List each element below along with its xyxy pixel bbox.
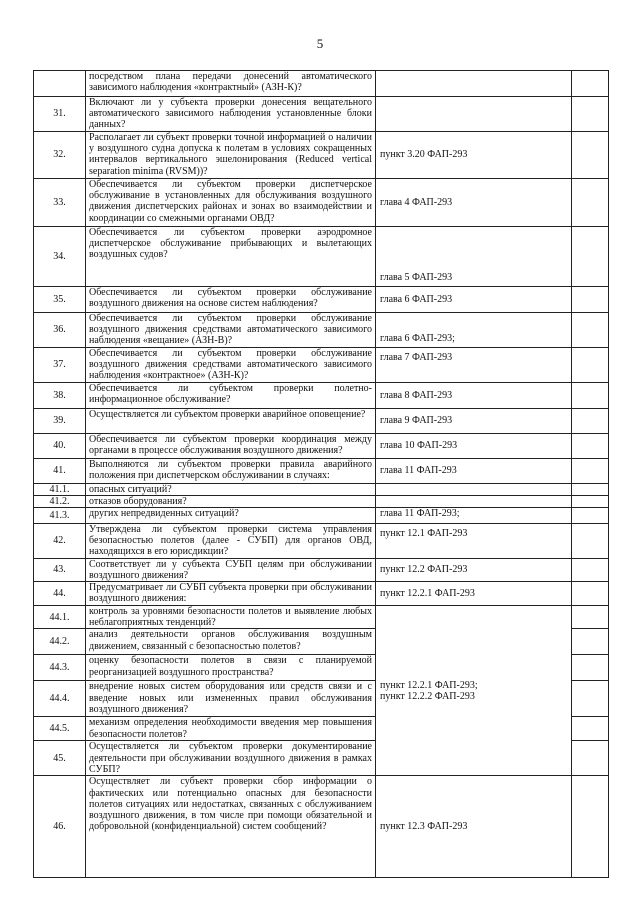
answer-cell bbox=[572, 582, 609, 606]
table-row bbox=[34, 97, 609, 132]
item-number: 36. bbox=[34, 313, 86, 348]
item-reference: пункт 12.3 ФАП-293 bbox=[376, 776, 572, 878]
item-number: 33. bbox=[34, 179, 86, 227]
table-row bbox=[34, 313, 609, 348]
answer-cell bbox=[572, 348, 609, 383]
item-number: 46. bbox=[34, 776, 86, 878]
table-row bbox=[34, 409, 609, 434]
item-question: Обеспечивается ли субъектом проверки диспетчерское обслуживание в установленных для обслуживания воздушного движения диспетчерских районах и зонах во взаимодействии и координации со смежными органами ОВД? bbox=[86, 179, 376, 227]
item-question: Утверждена ли субъектом проверки система управления безопасностью полетов (далее - СУБП) для органов ОВД, находящихся в его юрисдикции? bbox=[86, 523, 376, 558]
table-row bbox=[34, 558, 609, 581]
item-reference: глава 4 ФАП-293 bbox=[376, 179, 572, 227]
item-number bbox=[34, 71, 86, 97]
item-question: Обеспечивается ли субъектом проверки координация между органами в процессе обслуживания воздушного движения? bbox=[86, 434, 376, 459]
table-row bbox=[34, 523, 609, 558]
item-number: 44.4. bbox=[34, 681, 86, 717]
item-question: Обеспечивается ли субъектом проверки обслуживание воздушного движения средствами автоматического зависимого наблюдения «контрактное» (АЗН-К)? bbox=[86, 348, 376, 383]
table-row bbox=[34, 459, 609, 484]
answer-cell bbox=[572, 179, 609, 227]
item-reference: глава 8 ФАП-293 bbox=[376, 383, 572, 409]
item-number: 41.3. bbox=[34, 508, 86, 523]
item-reference: глава 11 ФАП-293; bbox=[376, 508, 572, 523]
item-question: посредством плана передачи донесений автоматического зависимого наблюдения «контрактный» (АЗН-К)? bbox=[86, 71, 376, 97]
table-row bbox=[34, 434, 609, 459]
answer-cell bbox=[572, 629, 609, 655]
item-question: механизм определения необходимости введения мер повышения безопасности полетов? bbox=[86, 717, 376, 741]
item-number: 41. bbox=[34, 459, 86, 484]
item-question: контроль за уровнями безопасности полетов и выявление любых неблагоприятных тенденций? bbox=[86, 606, 376, 629]
item-question: Выполняются ли субъектом проверки правила аварийного положения при диспетчерском обслуживании в случаях: bbox=[86, 459, 376, 484]
table-row bbox=[34, 496, 609, 508]
answer-cell bbox=[572, 741, 609, 776]
answer-cell bbox=[572, 496, 609, 508]
table-row bbox=[34, 132, 609, 179]
item-question: Осуществляется ли субъектом проверки документирование деятельности при обслуживании воздушного движения в рамках СУБП? bbox=[86, 741, 376, 776]
table-row bbox=[34, 179, 609, 227]
table-row bbox=[34, 606, 609, 629]
item-question: Включают ли у субъекта проверки донесения вещательного автоматического зависимого наблюдения установленные блоки данных? bbox=[86, 97, 376, 132]
item-number: 35. bbox=[34, 287, 86, 313]
item-question: Обеспечивается ли субъектом проверки обслуживание воздушного движения средствами автоматического зависимого наблюдения «вещание» (АЗН-В)? bbox=[86, 313, 376, 348]
table-row bbox=[34, 348, 609, 383]
answer-cell bbox=[572, 717, 609, 741]
table-row bbox=[34, 776, 609, 878]
answer-cell bbox=[572, 313, 609, 348]
item-number: 38. bbox=[34, 383, 86, 409]
item-reference bbox=[376, 496, 572, 508]
item-number: 41.1. bbox=[34, 484, 86, 496]
item-question: отказов оборудования? bbox=[86, 496, 376, 508]
answer-cell bbox=[572, 434, 609, 459]
reference-line: пункт 12.2.1 ФАП-293; bbox=[380, 679, 478, 691]
item-question: анализ деятельности органов обслуживания воздушным движением, связанный с безопасностью полетов? bbox=[86, 629, 376, 655]
item-reference: пункт 12.2 ФАП-293 bbox=[376, 558, 572, 581]
item-question: Соответствует ли у субъекта СУБП целям при обслуживании воздушного движения? bbox=[86, 558, 376, 581]
item-number: 37. bbox=[34, 348, 86, 383]
item-number: 32. bbox=[34, 132, 86, 179]
item-reference: глава 11 ФАП-293 bbox=[376, 459, 572, 484]
item-question: Осуществляет ли субъект проверки сбор информации о фактических или потенциально опасных для безопасности полетов ситуациях или недостатках, связанных с обслуживанием воздушного движения, в том числе при помощи обязательной и добровольной (конфиденциальной) систем сообщений? bbox=[86, 776, 376, 878]
item-reference bbox=[376, 71, 572, 97]
answer-cell bbox=[572, 383, 609, 409]
item-reference: пункт 12.1 ФАП-293 bbox=[376, 523, 572, 558]
item-question: Обеспечивается ли субъектом проверки аэродромное диспетчерское обслуживание прибывающих и вылетающих воздушных судов? bbox=[86, 227, 376, 287]
answer-cell bbox=[572, 287, 609, 313]
item-number: 44.2. bbox=[34, 629, 86, 655]
answer-cell bbox=[572, 71, 609, 97]
answer-cell bbox=[572, 523, 609, 558]
item-number: 45. bbox=[34, 741, 86, 776]
item-number: 42. bbox=[34, 523, 86, 558]
item-number: 44.5. bbox=[34, 717, 86, 741]
item-question: Располагает ли субъект проверки точной информацией о наличии у воздушного судна допуска к полетам в условиях сокращенных интервалов вертикального эшелонирования (Reduced vertical separation minima (RVSM))? bbox=[86, 132, 376, 179]
item-question: Обеспечивается ли субъектом проверки полетно-информационное обслуживание? bbox=[86, 383, 376, 409]
item-reference: глава 6 ФАП-293; bbox=[376, 313, 572, 348]
answer-cell bbox=[572, 558, 609, 581]
page-number: 5 bbox=[316, 36, 324, 51]
answer-cell bbox=[572, 132, 609, 179]
item-reference-group bbox=[376, 606, 572, 776]
table-row bbox=[34, 383, 609, 409]
item-reference: глава 7 ФАП-293 bbox=[376, 348, 572, 383]
answer-cell bbox=[572, 227, 609, 287]
table-row bbox=[34, 71, 609, 97]
answer-cell bbox=[572, 681, 609, 717]
answer-cell bbox=[572, 776, 609, 878]
table-row bbox=[34, 582, 609, 606]
item-number: 31. bbox=[34, 97, 86, 132]
item-question: опасных ситуаций? bbox=[86, 484, 376, 496]
checklist-table bbox=[33, 70, 609, 878]
item-question: Обеспечивается ли субъектом проверки обслуживание воздушного движения на основе систем наблюдения? bbox=[86, 287, 376, 313]
item-reference: глава 10 ФАП-293 bbox=[376, 434, 572, 459]
item-reference: пункт 3.20 ФАП-293 bbox=[376, 132, 572, 179]
answer-cell bbox=[572, 409, 609, 434]
item-question: Осуществляется ли субъектом проверки аварийное оповещение? bbox=[86, 409, 376, 434]
item-number: 41.2. bbox=[34, 496, 86, 508]
answer-cell bbox=[572, 508, 609, 523]
item-number: 43. bbox=[34, 558, 86, 581]
reference-line: пункт 12.2.2 ФАП-293 bbox=[380, 690, 475, 702]
answer-cell bbox=[572, 606, 609, 629]
item-number: 44.1. bbox=[34, 606, 86, 629]
table-row bbox=[34, 484, 609, 496]
item-question: Предусматривает ли СУБП субъекта проверки при обслуживании воздушного движения: bbox=[86, 582, 376, 606]
item-question: внедрение новых систем оборудования или средств связи и с введение новых или измененных правил обслуживания воздушного движения? bbox=[86, 681, 376, 717]
item-question: оценку безопасности полетов в связи с планируемой реорганизацией воздушного пространства? bbox=[86, 655, 376, 681]
item-number: 39. bbox=[34, 409, 86, 434]
item-number: 44. bbox=[34, 582, 86, 606]
item-reference: пункт 12.2.1 ФАП-293 bbox=[376, 582, 572, 606]
item-number: 40. bbox=[34, 434, 86, 459]
item-question: других непредвиденных ситуаций? bbox=[86, 508, 376, 523]
answer-cell bbox=[572, 97, 609, 132]
answer-cell bbox=[572, 484, 609, 496]
item-reference: глава 9 ФАП-293 bbox=[376, 409, 572, 434]
item-number: 34. bbox=[34, 227, 86, 287]
item-reference bbox=[376, 97, 572, 132]
answer-cell bbox=[572, 655, 609, 681]
item-reference: глава 6 ФАП-293 bbox=[376, 287, 572, 313]
item-reference bbox=[376, 484, 572, 496]
item-number: 44.3. bbox=[34, 655, 86, 681]
answer-cell bbox=[572, 459, 609, 484]
table-row bbox=[34, 287, 609, 313]
item-reference: глава 5 ФАП-293 bbox=[376, 227, 572, 287]
table-row bbox=[34, 227, 609, 287]
table-row bbox=[34, 508, 609, 523]
